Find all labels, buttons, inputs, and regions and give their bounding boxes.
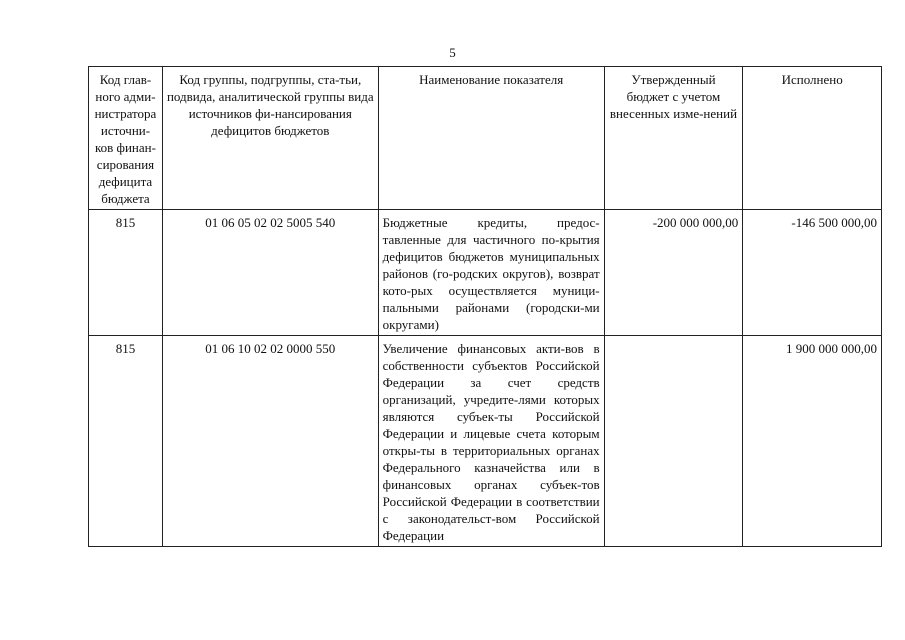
header-executed: Исполнено <box>743 67 882 210</box>
source-code-cell: 01 06 10 02 02 0000 550 <box>162 336 378 547</box>
budget-sources-table <box>88 66 882 547</box>
source-code-cell: 01 06 05 02 02 5005 540 <box>162 210 378 336</box>
header-approved-budget: Утвержденный бюджет с учетом внесенных изме-нений <box>604 67 743 210</box>
table-row <box>89 336 882 547</box>
table-header-row <box>89 67 882 210</box>
executed-cell: 1 900 000 000,00 <box>743 336 882 547</box>
admin-code-cell: 815 <box>89 210 163 336</box>
table-row <box>89 210 882 336</box>
approved-budget-cell <box>604 336 743 547</box>
page-number: 5 <box>449 45 456 60</box>
executed-cell: -146 500 000,00 <box>743 210 882 336</box>
header-indicator-name: Наименование показателя <box>378 67 604 210</box>
header-admin-code: Код глав-ного адми-нистратора источни-ков финан-сирования дефицита бюджета <box>89 67 163 210</box>
indicator-name-cell: Бюджетные кредиты, предос-тавленные для частичного по-крытия дефицитов бюджетов муниципальных районов (го-родских округов), возврат кото-рых осуществляется муници-пальными районами (городски-ми округами) <box>378 210 604 336</box>
indicator-name-cell: Увеличение финансовых акти-вов в собственности субъектов Российской Федерации за счет средств организаций, учредите-лями которых являются субъек-ты Российской Федерации и лицевые счета которым откры-ты в территориальных органах Федерального казначейства или в финансовых органах субъек-тов Российской Федерации в соответствии с законодательст-вом Российской Федерации <box>378 336 604 547</box>
admin-code-cell: 815 <box>89 336 163 547</box>
approved-budget-cell: -200 000 000,00 <box>604 210 743 336</box>
header-source-code: Код группы, подгруппы, ста-тьи, подвида, аналитической группы вида источников фи-нансирования дефицитов бюджетов <box>162 67 378 210</box>
